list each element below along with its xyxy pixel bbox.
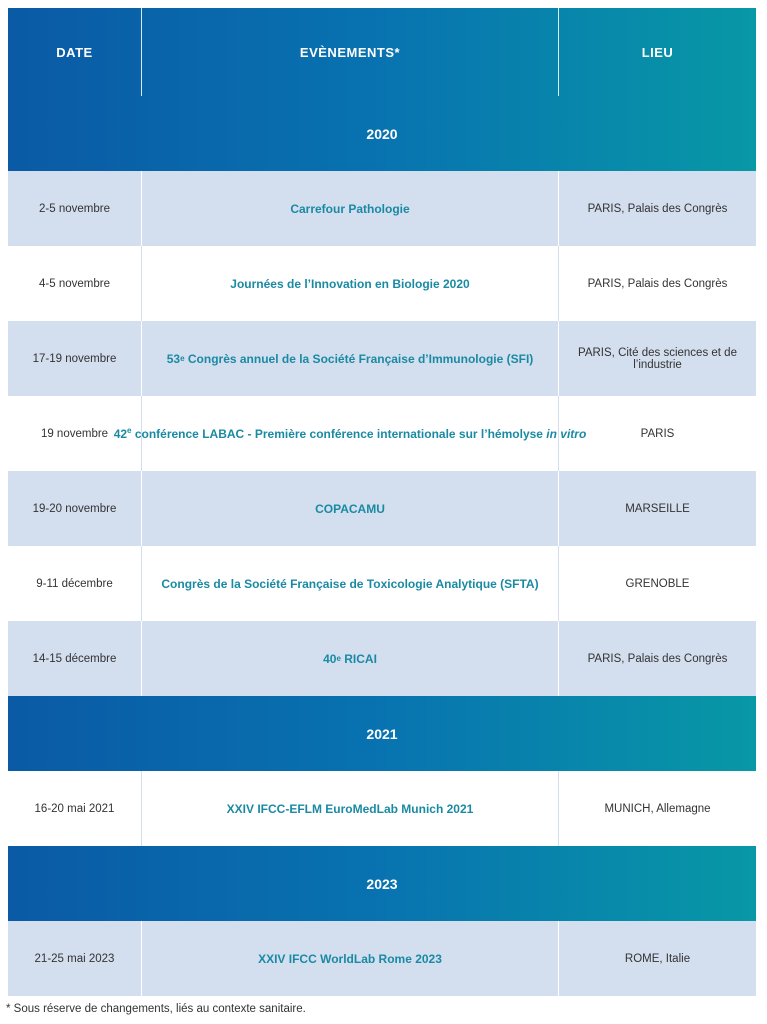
header-place: LIEU bbox=[641, 44, 674, 60]
row-event[interactable] bbox=[142, 621, 559, 696]
table-row bbox=[8, 396, 756, 471]
footnote: * Sous réserve de changements, liés au contexte sanitaire. bbox=[6, 1003, 306, 1015]
row-place: PARIS, Palais des Congrès bbox=[587, 202, 728, 215]
row-date: 16-20 mai 2021 bbox=[8, 771, 142, 846]
table-row bbox=[8, 471, 756, 546]
row-date: 2-5 novembre bbox=[8, 171, 142, 246]
header-date: DATE bbox=[8, 8, 142, 96]
table-row bbox=[8, 921, 756, 996]
header-events: EVÈNEMENTS* bbox=[142, 8, 559, 96]
row-place: GRENOBLE bbox=[625, 577, 690, 590]
event-text: conférence LABAC - Première conférence internationale sur l’hémolyse bbox=[131, 427, 547, 441]
year-band-2020: 2020 bbox=[8, 96, 756, 171]
row-date: 17-19 novembre bbox=[8, 321, 142, 396]
row-event[interactable] bbox=[142, 321, 559, 396]
event-ordinal: e bbox=[180, 354, 185, 363]
event-number: 40 bbox=[323, 651, 337, 666]
row-event[interactable]: XXIV IFCC WorldLab Rome 2023 bbox=[142, 921, 559, 996]
row-event[interactable]: Journées de l’Innovation en Biologie 2020 bbox=[142, 246, 559, 321]
table-row bbox=[8, 321, 756, 396]
row-place: PARIS, Palais des Congrès bbox=[587, 277, 728, 290]
event-ordinal: e bbox=[336, 654, 341, 663]
row-event[interactable] bbox=[113, 396, 587, 471]
row-place: ROME, Italie bbox=[624, 952, 691, 965]
row-place: MUNICH, Allemagne bbox=[604, 802, 711, 815]
events-table bbox=[8, 8, 756, 996]
row-place: MARSEILLE bbox=[625, 502, 690, 515]
year-band-2021: 2021 bbox=[8, 696, 756, 771]
row-place: PARIS, Palais des Congrès bbox=[587, 652, 728, 665]
table-row bbox=[8, 771, 756, 846]
row-date: 4-5 novembre bbox=[8, 246, 142, 321]
table-row bbox=[8, 621, 756, 696]
row-place: PARIS bbox=[640, 427, 675, 440]
event-number: 53 bbox=[166, 351, 181, 366]
event-italic: in vitro bbox=[546, 427, 587, 441]
table-header bbox=[8, 8, 756, 96]
event-number: 42 bbox=[113, 427, 128, 441]
event-ordinal: e bbox=[127, 426, 132, 435]
row-date: 19 novembre bbox=[8, 396, 142, 471]
year-band-2023: 2023 bbox=[8, 846, 756, 921]
row-date: 9-11 décembre bbox=[8, 546, 142, 621]
row-event[interactable]: COPACAMU bbox=[142, 471, 559, 546]
table-row bbox=[8, 246, 756, 321]
event-text: RICAI bbox=[340, 651, 377, 666]
table-row bbox=[8, 546, 756, 621]
row-event[interactable]: XXIV IFCC-EFLM EuroMedLab Munich 2021 bbox=[142, 771, 559, 846]
row-date: 14-15 décembre bbox=[8, 621, 142, 696]
row-date: 21-25 mai 2023 bbox=[8, 921, 142, 996]
row-event[interactable]: Congrès de la Société Française de Toxicologie Analytique (SFTA) bbox=[142, 546, 559, 621]
row-place: PARIS, Cité des sciences et de l’industrie bbox=[578, 346, 737, 371]
table-row bbox=[8, 171, 756, 246]
row-event[interactable]: Carrefour Pathologie bbox=[142, 171, 559, 246]
row-date: 19-20 novembre bbox=[8, 471, 142, 546]
event-text: Congrès annuel de la Société Française d’Immunologie (SFI) bbox=[184, 351, 534, 366]
